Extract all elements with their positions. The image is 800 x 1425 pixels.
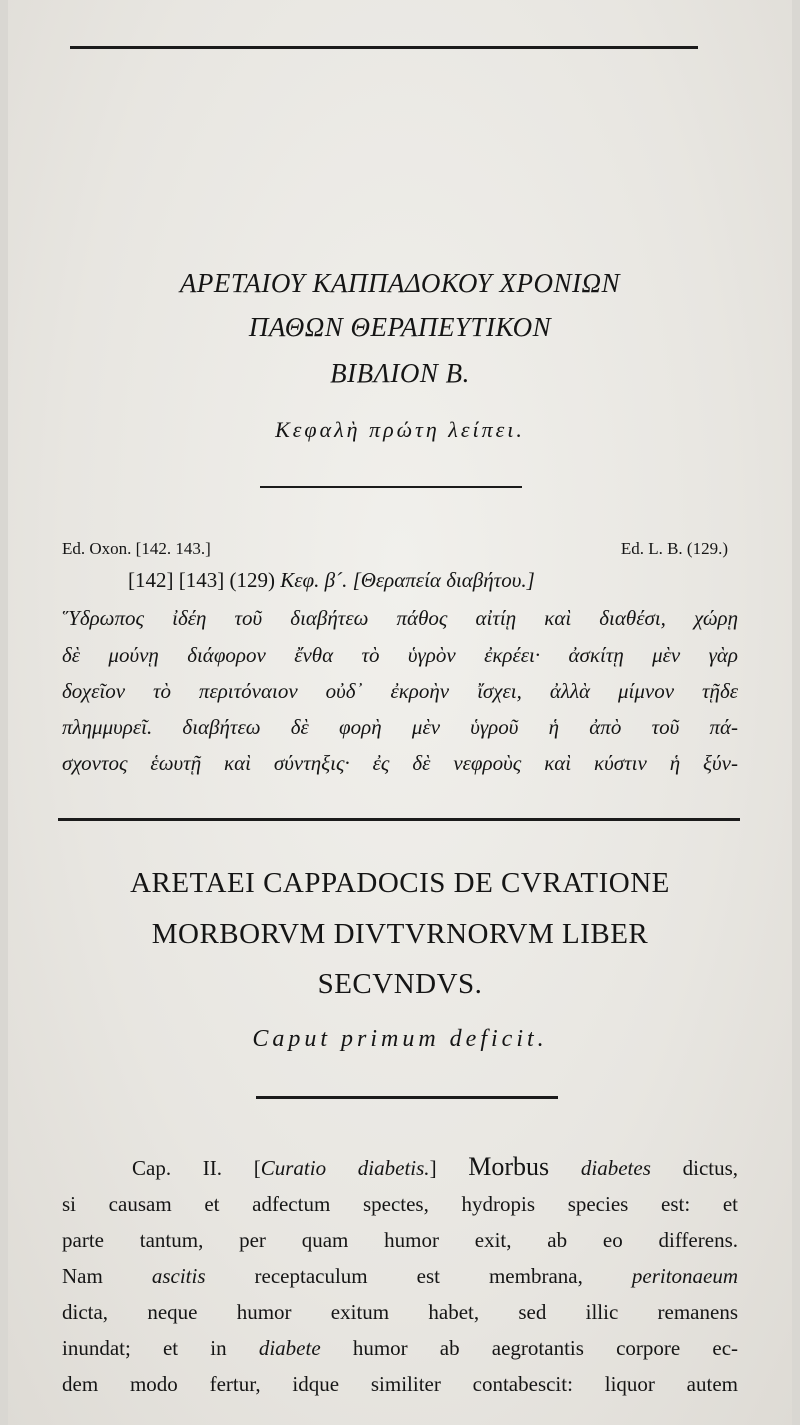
page-markers: [142] [143] (129) bbox=[128, 568, 275, 592]
word-nam: Nam bbox=[62, 1264, 103, 1288]
term-diabetes: diabetes bbox=[580, 1156, 651, 1180]
greek-text-line-2: Ὕδρωπος ἰδέη τοῦ διαβήτεω πάθος αἰτίῃ καὶ διαθέσι, χώρῃ bbox=[62, 606, 738, 630]
top-rule bbox=[70, 46, 698, 49]
greek-text-line-5: πλημμυρεῖ. διαβήτεω δὲ φορὴ μὲν ὑγροῦ ἡ ἀπὸ τοῦ πά- bbox=[62, 715, 738, 739]
phrase-humor: humor ab aegrotantis corpore ec- bbox=[352, 1336, 739, 1360]
greek-heading-rule bbox=[260, 486, 522, 488]
chapter-bracket-title: [Curatio diabetis.] bbox=[253, 1156, 437, 1180]
latin-title-line-2: MORBORVM DIVTVRNORVM LIBER bbox=[151, 918, 649, 950]
latin-text-line-3: parte tantum, per quam humor exit, ab eo differens. bbox=[62, 1228, 738, 1252]
term-peritonaeum: peritonaeum bbox=[631, 1264, 739, 1288]
chapter-label: Cap. II. bbox=[132, 1156, 223, 1180]
latin-heading-rule bbox=[256, 1096, 558, 1099]
greek-chapter-heading: Κεφ. β´. [Θεραπεία διαβήτου.] bbox=[280, 568, 535, 592]
greek-text-line-4: δοχεῖον τὸ περιτόναιον οὐδ᾽ ἐκροὴν ἴσχει, ἀλλὰ μίμνον τῇδε bbox=[62, 679, 738, 703]
greek-text-line-3: δὲ μούνῃ διάφορον ἔνθα τὸ ὑγρὸν ἐκρέει· ἀσκίτῃ μὲν γὰρ bbox=[62, 643, 738, 667]
greek-title-line-3: ΒΙΒΛΙΟΝ Β. bbox=[330, 358, 470, 388]
drop-word: Morbus bbox=[468, 1152, 550, 1181]
term-diabete: diabete bbox=[258, 1336, 321, 1360]
latin-title-line-1: ARETAEI CAPPADOCIS DE CVRATIONE bbox=[130, 867, 670, 899]
latin-text-line-5: dicta, neque humor exitum habet, sed illic remanens bbox=[62, 1300, 738, 1324]
latin-text-line-6 bbox=[62, 1333, 738, 1363]
ed-oxon-reference: Ed. Oxon. [142. 143.] bbox=[62, 539, 211, 558]
latin-text-line-1 bbox=[132, 1152, 738, 1183]
book-page bbox=[8, 0, 792, 1425]
greek-subtitle: Κεφαλὴ πρώτη λείπει. bbox=[275, 417, 525, 442]
word-dictus: dictus, bbox=[682, 1156, 739, 1180]
greek-title-line-1: ΑΡΕΤΑΙΟΥ ΚΑΠΠΑΔΟΚΟΥ ΧΡΟΝΙΩΝ bbox=[179, 268, 621, 298]
latin-text-line-4 bbox=[62, 1261, 738, 1291]
greek-text-line-1 bbox=[128, 565, 728, 595]
ed-lb-reference: Ed. L. B. (129.) bbox=[620, 539, 728, 558]
greek-title-line-2: ΠΑΘΩΝ ΘΕΡΑΠΕΥΤΙΚΟΝ bbox=[248, 312, 552, 342]
phrase-inundat: inundat; et in bbox=[62, 1336, 227, 1360]
section-divider-rule bbox=[58, 818, 740, 821]
latin-text-line-7: dem modo fertur, idque similiter contabescit: liquor autem bbox=[62, 1372, 738, 1396]
phrase-receptaculum: receptaculum est membrana, bbox=[254, 1264, 583, 1288]
latin-subtitle: Caput primum deficit. bbox=[252, 1026, 548, 1052]
latin-title-line-3: SECVNDVS. bbox=[317, 968, 483, 1000]
term-ascitis: ascitis bbox=[151, 1264, 206, 1288]
latin-text-line-2: si causam et adfectum spectes, hydropis species est: et bbox=[62, 1192, 738, 1216]
greek-text-line-6: σχοντος ἑωυτῇ καὶ σύντηξις· ἐς δὲ νεφροὺς καὶ κύστιν ἡ ξύν- bbox=[62, 751, 738, 775]
